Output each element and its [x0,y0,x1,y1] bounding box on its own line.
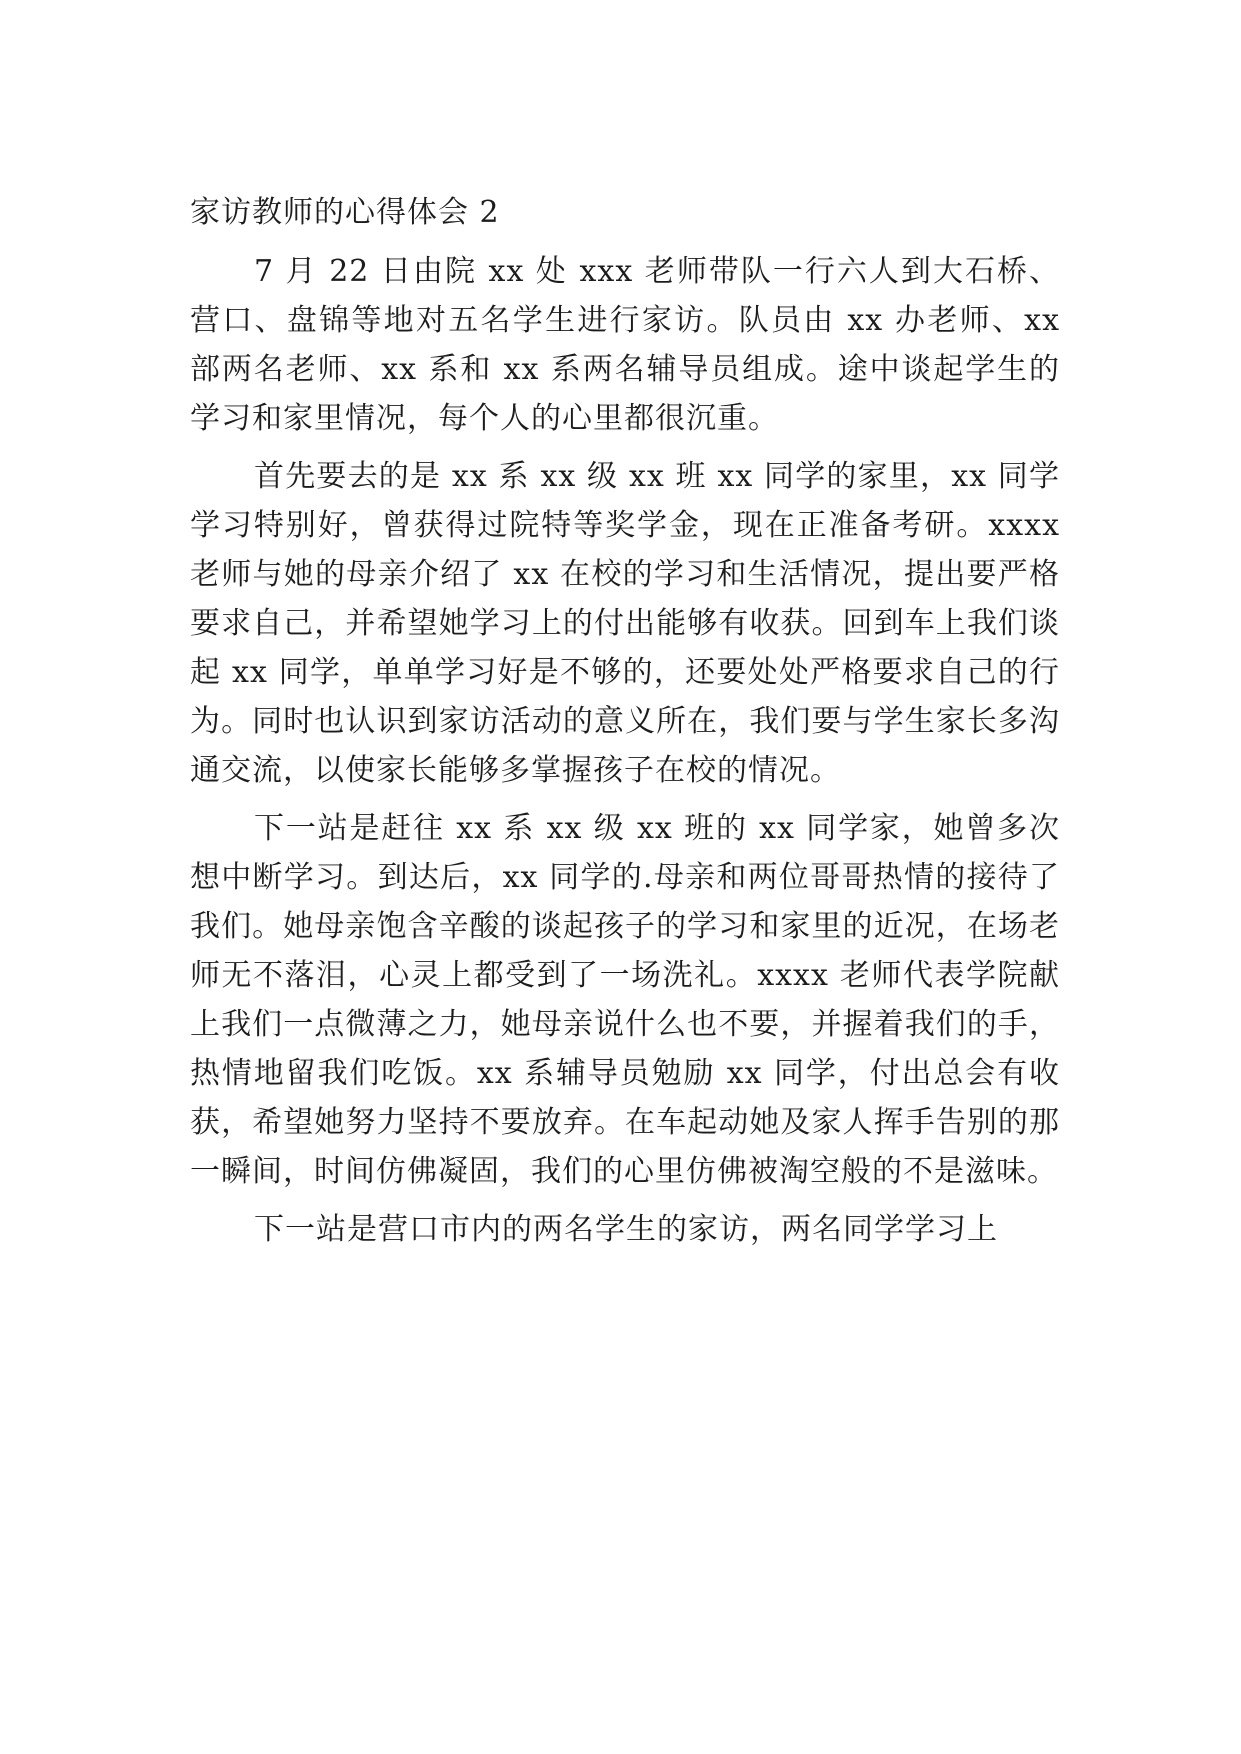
document-title: 家访教师的心得体会 2 [190,195,500,230]
paragraph: 下一站是营口市内的两名学生的家访，两名同学学习上 [254,1212,998,1247]
paragraph: 下一站是赶往 xx 系 xx 级 xx 班的 xx 同学家，她曾多次想中断学习。到达后，xx 同学的.母亲和两位哥哥热情的接待了我们。她母亲饱含辛酸的谈起孩子的学习和家里的近况，在场老师无不落泪，心灵上都受到了一场洗礼。xxxx 老师代表学院献上我们一点微薄之力，她母亲说什么也不要，并握着我们的手，热情地留我们吃饭。xx 系辅导员勉励 xx 同学，付出总会有收获，希望她努力坚持不要放弃。在车起动她及家人挥手告别的那一瞬间，时间仿佛凝固，我们的心里仿佛被淘空般的不是滋味。 [190,811,1060,1189]
paragraph: 首先要去的是 xx 系 xx 级 xx 班 xx 同学的家里，xx 同学学习特别好，曾获得过院特等奖学金，现在正准备考研。xxxx 老师与她的母亲介绍了 xx 在校的学习和生活情况，提出要严格要求自己，并希望她学习上的付出能够有收获。回到车上我们谈起 xx 同学，单单学习好是不够的，还要处处严格要求自己的行为。同时也认识到家访活动的意义所在，我们要与学生家长多沟通交流，以使家长能够多掌握孩子在校的情况。 [190,459,1060,788]
document-body [190,188,1060,1263]
paragraph: 7 月 22 日由院 xx 处 xxx 老师带队一行六人到大石桥、营口、盘锦等地对五名学生进行家访。队员由 xx 办老师、xx 部两名老师、xx 系和 xx 系两名辅导员组成。途中谈起学生的学习和家里情况，每个人的心里都很沉重。 [190,254,1060,436]
